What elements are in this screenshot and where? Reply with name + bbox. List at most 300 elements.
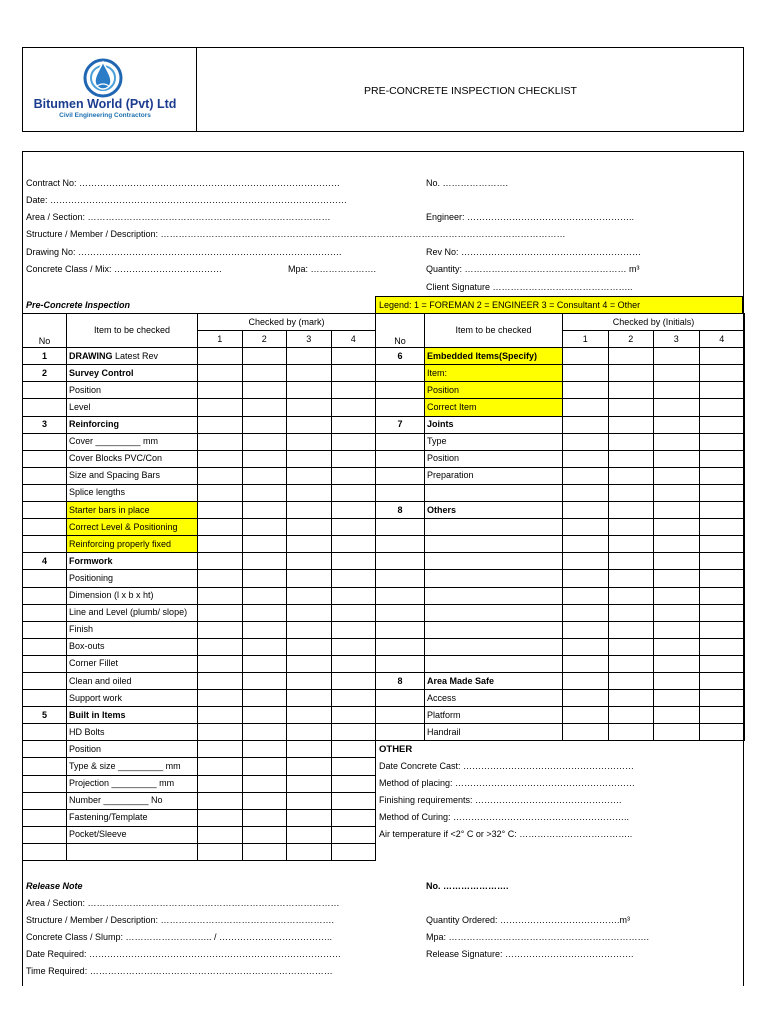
check-cell[interactable] [331,382,376,399]
check-cell[interactable] [242,741,287,758]
col-header: 3 [654,331,700,348]
check-cell[interactable] [198,519,243,536]
table-row [376,724,745,741]
check-cell[interactable] [331,450,376,467]
check-cell[interactable] [242,433,287,450]
row-number [23,399,67,416]
check-cell[interactable] [654,399,700,416]
row-item [425,467,563,484]
row-item-label: Type & size _________ mm [69,760,181,771]
check-cell[interactable] [242,416,287,433]
check-cell[interactable] [699,672,745,689]
check-cell[interactable] [608,604,654,621]
check-cell[interactable] [331,587,376,604]
check-cell[interactable] [331,690,376,707]
check-cell[interactable] [608,655,654,672]
row-item-label: Reinforcing properly fixed [69,538,172,549]
check-cell[interactable] [654,484,700,501]
check-cell[interactable] [331,826,376,843]
check-cell[interactable] [331,467,376,484]
release-date-required-field: Date Required: ………………………………………………………………………… [26,949,342,959]
check-cell[interactable] [699,399,745,416]
check-cell[interactable] [699,621,745,638]
check-cell[interactable] [654,433,700,450]
check-cell[interactable] [287,826,332,843]
row-item-label: Built in Items [69,709,126,720]
check-cell[interactable] [198,536,243,553]
check-cell[interactable] [287,484,332,501]
check-cell[interactable] [242,690,287,707]
right-checklist-table [375,313,745,741]
check-cell[interactable] [699,536,745,553]
check-cell[interactable] [608,467,654,484]
row-number: 6 [376,348,425,365]
check-cell[interactable] [699,655,745,672]
check-cell[interactable] [699,519,745,536]
check-cell[interactable] [608,587,654,604]
row-item-label: Handrail [427,726,461,737]
table-row [23,843,376,860]
check-cell[interactable] [242,348,287,365]
company-logo-icon [82,56,124,98]
table-row [23,792,376,809]
check-cell[interactable] [287,450,332,467]
check-cell[interactable] [198,348,243,365]
check-cell[interactable] [608,690,654,707]
table-row [23,758,376,775]
check-cell[interactable] [608,416,654,433]
check-cell[interactable] [287,348,332,365]
table-row [376,690,745,707]
table-row [23,570,376,587]
row-item-label: Projection _________ mm [69,778,175,789]
check-cell[interactable] [198,399,243,416]
row-number [376,365,425,382]
check-cell[interactable] [198,502,243,519]
row-number [23,621,67,638]
row-item [67,604,198,621]
check-cell[interactable] [242,519,287,536]
row-item [425,399,563,416]
check-cell[interactable] [331,707,376,724]
check-cell[interactable] [242,570,287,587]
check-cell[interactable] [287,365,332,382]
check-cell[interactable] [198,775,243,792]
check-cell[interactable] [331,741,376,758]
check-cell[interactable] [654,672,700,689]
check-cell[interactable] [563,536,609,553]
check-cell[interactable] [198,570,243,587]
row-number [23,638,67,655]
date-field: Date: ……………………………………………………………………………………… [26,195,348,205]
row-item [67,587,198,604]
check-cell[interactable] [287,587,332,604]
check-cell[interactable] [331,809,376,826]
check-cell[interactable] [287,809,332,826]
check-cell[interactable] [331,621,376,638]
check-cell[interactable] [198,450,243,467]
check-cell[interactable] [608,553,654,570]
row-item [67,741,198,758]
row-item [425,348,563,365]
check-cell[interactable] [242,484,287,501]
check-cell[interactable] [198,553,243,570]
check-cell[interactable] [563,724,609,741]
row-number: 1 [23,348,67,365]
check-cell[interactable] [608,621,654,638]
check-cell[interactable] [287,536,332,553]
check-cell[interactable] [198,809,243,826]
check-cell[interactable] [198,843,243,860]
check-cell[interactable] [563,690,609,707]
no-header: No [376,314,425,348]
check-cell[interactable] [287,502,332,519]
check-cell[interactable] [654,450,700,467]
check-cell[interactable] [563,348,609,365]
check-cell[interactable] [242,536,287,553]
row-number [23,843,67,860]
row-item [67,570,198,587]
row-item-label: Survey Control [69,367,134,378]
table-row [23,826,376,843]
table-row [376,484,745,501]
row-item [67,467,198,484]
check-cell[interactable] [287,399,332,416]
check-cell[interactable] [198,604,243,621]
check-cell[interactable] [654,655,700,672]
check-cell[interactable] [287,382,332,399]
table-row [23,382,376,399]
check-cell[interactable] [331,655,376,672]
check-cell[interactable] [563,672,609,689]
row-item-label: Number _________ No [69,795,163,806]
check-cell[interactable] [563,399,609,416]
check-cell[interactable] [654,536,700,553]
check-cell[interactable] [654,570,700,587]
row-number [376,433,425,450]
check-cell[interactable] [198,707,243,724]
company-tagline: Civil Engineering Contractors [59,112,151,119]
check-cell[interactable] [654,587,700,604]
row-item-label: Formwork [69,555,113,566]
check-cell[interactable] [198,655,243,672]
check-cell[interactable] [563,365,609,382]
check-cell[interactable] [242,758,287,775]
check-cell[interactable] [242,587,287,604]
check-cell[interactable] [699,570,745,587]
check-cell[interactable] [331,348,376,365]
check-cell[interactable] [608,519,654,536]
check-cell[interactable] [198,724,243,741]
check-cell[interactable] [198,467,243,484]
check-cell[interactable] [563,707,609,724]
check-cell[interactable] [287,621,332,638]
check-cell[interactable] [699,433,745,450]
check-cell[interactable] [608,707,654,724]
check-cell[interactable] [608,484,654,501]
check-cell[interactable] [563,467,609,484]
check-cell[interactable] [242,724,287,741]
check-cell[interactable] [563,621,609,638]
check-cell[interactable] [699,467,745,484]
table-row [23,553,376,570]
check-cell[interactable] [242,655,287,672]
check-cell[interactable] [287,672,332,689]
check-cell[interactable] [654,690,700,707]
table-row [23,536,376,553]
check-cell[interactable] [563,433,609,450]
row-number: 2 [23,365,67,382]
check-cell[interactable] [198,826,243,843]
check-cell[interactable] [198,621,243,638]
check-cell[interactable] [287,433,332,450]
check-cell[interactable] [654,502,700,519]
check-cell[interactable] [699,638,745,655]
check-cell[interactable] [608,382,654,399]
check-cell[interactable] [654,348,700,365]
table-row [376,536,745,553]
col-header: 1 [563,331,609,348]
check-cell[interactable] [287,553,332,570]
check-cell[interactable] [242,826,287,843]
check-cell[interactable] [563,638,609,655]
check-cell[interactable] [563,604,609,621]
check-cell[interactable] [654,382,700,399]
check-cell[interactable] [242,775,287,792]
check-cell[interactable] [242,382,287,399]
check-cell[interactable] [198,416,243,433]
check-cell[interactable] [242,672,287,689]
check-cell[interactable] [563,519,609,536]
check-cell[interactable] [331,775,376,792]
row-item-label: Line and Level (plumb/ slope) [69,607,188,618]
check-cell[interactable] [242,843,287,860]
check-cell[interactable] [563,553,609,570]
check-cell[interactable] [699,690,745,707]
check-cell[interactable] [198,741,243,758]
table-row [23,775,376,792]
row-number [23,775,67,792]
check-cell[interactable] [198,382,243,399]
check-cell[interactable] [608,536,654,553]
check-cell[interactable] [699,382,745,399]
check-cell[interactable] [563,484,609,501]
check-cell[interactable] [608,433,654,450]
table-row [23,348,376,365]
check-cell[interactable] [198,587,243,604]
row-number [23,587,67,604]
check-cell[interactable] [331,365,376,382]
release-structure-field: Structure / Member / Description: …………………………………………………. [26,915,335,925]
check-cell[interactable] [331,843,376,860]
check-cell[interactable] [287,792,332,809]
check-cell[interactable] [331,570,376,587]
release-area-field: Area / Section: ………………………………………………………………………… [26,898,340,908]
check-cell[interactable] [198,758,243,775]
col-header: 2 [608,331,654,348]
check-cell[interactable] [699,724,745,741]
check-cell[interactable] [287,416,332,433]
check-cell[interactable] [287,690,332,707]
check-cell[interactable] [654,724,700,741]
check-cell[interactable] [287,758,332,775]
table-row [23,672,376,689]
check-cell[interactable] [198,690,243,707]
row-item-label: Cover Blocks PVC/Con [69,453,163,464]
check-cell[interactable] [198,484,243,501]
check-cell[interactable] [699,553,745,570]
table-row [376,707,745,724]
check-cell[interactable] [608,399,654,416]
check-cell[interactable] [563,570,609,587]
check-cell[interactable] [563,450,609,467]
check-cell[interactable] [287,843,332,860]
row-number: 5 [23,707,67,724]
check-cell[interactable] [242,365,287,382]
check-cell[interactable] [331,519,376,536]
check-cell[interactable] [699,707,745,724]
table-row [376,672,745,689]
row-item [67,690,198,707]
col-header: 4 [331,331,376,348]
row-number: 8 [376,672,425,689]
check-cell[interactable] [608,724,654,741]
check-cell[interactable] [198,638,243,655]
check-cell[interactable] [654,553,700,570]
check-cell[interactable] [287,775,332,792]
quantity-ordered-field: Quantity Ordered: ………………………………….m³ [426,915,631,925]
check-cell[interactable] [608,365,654,382]
check-cell[interactable] [699,587,745,604]
check-cell[interactable] [331,399,376,416]
check-cell[interactable] [699,416,745,433]
check-cell[interactable] [287,638,332,655]
release-mpa-field: Mpa: …………………………………………………………. [426,932,650,942]
check-cell[interactable] [242,399,287,416]
check-cell[interactable] [608,672,654,689]
check-cell[interactable] [242,792,287,809]
check-cell[interactable] [654,604,700,621]
check-cell[interactable] [242,638,287,655]
check-cell[interactable] [287,741,332,758]
engineer-field: Engineer: ……………………………………………….. [426,212,635,222]
check-cell[interactable] [654,365,700,382]
row-item-label: Platform [427,709,461,720]
check-cell[interactable] [331,433,376,450]
check-cell[interactable] [699,348,745,365]
row-item-label: Embedded Items(Specify) [427,350,538,361]
check-cell[interactable] [699,484,745,501]
check-cell[interactable] [654,707,700,724]
check-cell[interactable] [242,553,287,570]
check-cell[interactable] [608,638,654,655]
check-cell[interactable] [331,724,376,741]
row-item [425,502,563,519]
check-cell[interactable] [242,502,287,519]
check-cell[interactable] [563,382,609,399]
check-cell[interactable] [331,604,376,621]
company-name: Bitumen World (Pvt) Ltd [33,97,177,111]
check-cell[interactable] [608,570,654,587]
table-row [376,502,745,519]
check-cell[interactable] [242,707,287,724]
check-cell[interactable] [563,655,609,672]
check-cell[interactable] [198,365,243,382]
row-number [23,467,67,484]
table-row [23,519,376,536]
check-cell[interactable] [563,502,609,519]
check-cell[interactable] [699,450,745,467]
check-cell[interactable] [563,416,609,433]
check-cell[interactable] [242,604,287,621]
check-cell[interactable] [331,672,376,689]
release-no-field: No. …………………. [426,881,509,891]
table-row [376,655,745,672]
mpa-field: Mpa: …………………. [288,264,377,274]
check-cell[interactable] [331,536,376,553]
check-cell[interactable] [287,707,332,724]
row-number [23,724,67,741]
check-cell[interactable] [287,655,332,672]
date-concrete-cast-field: Date Concrete Cast: ………………………………………………… [379,761,635,771]
table-row [23,690,376,707]
row-number [376,570,425,587]
check-cell[interactable] [608,450,654,467]
check-cell[interactable] [563,587,609,604]
check-cell[interactable] [198,672,243,689]
row-number [23,519,67,536]
check-cell[interactable] [242,467,287,484]
check-cell[interactable] [198,792,243,809]
check-cell[interactable] [287,519,332,536]
row-item-label: Correct Item [427,402,477,413]
check-cell[interactable] [654,621,700,638]
check-cell[interactable] [287,467,332,484]
check-cell[interactable] [287,570,332,587]
check-cell[interactable] [699,365,745,382]
check-cell[interactable] [287,724,332,741]
check-cell[interactable] [331,502,376,519]
row-item-label: Corner Fillet [69,658,119,669]
check-cell[interactable] [331,553,376,570]
check-cell[interactable] [331,638,376,655]
check-cell[interactable] [242,809,287,826]
check-cell[interactable] [242,621,287,638]
check-cell[interactable] [699,604,745,621]
check-cell[interactable] [608,502,654,519]
table-row [376,604,745,621]
check-cell[interactable] [242,450,287,467]
check-cell[interactable] [654,467,700,484]
check-cell[interactable] [331,484,376,501]
check-cell[interactable] [331,792,376,809]
row-item [425,621,563,638]
row-item [67,758,198,775]
table-row [23,365,376,382]
table-row [23,399,376,416]
check-cell[interactable] [198,433,243,450]
other-title: OTHER [379,744,413,755]
check-cell[interactable] [287,604,332,621]
check-cell[interactable] [654,519,700,536]
check-cell[interactable] [654,638,700,655]
check-cell[interactable] [331,416,376,433]
check-cell[interactable] [331,758,376,775]
table-row [376,399,745,416]
check-cell[interactable] [699,502,745,519]
check-cell[interactable] [654,416,700,433]
check-cell[interactable] [608,348,654,365]
